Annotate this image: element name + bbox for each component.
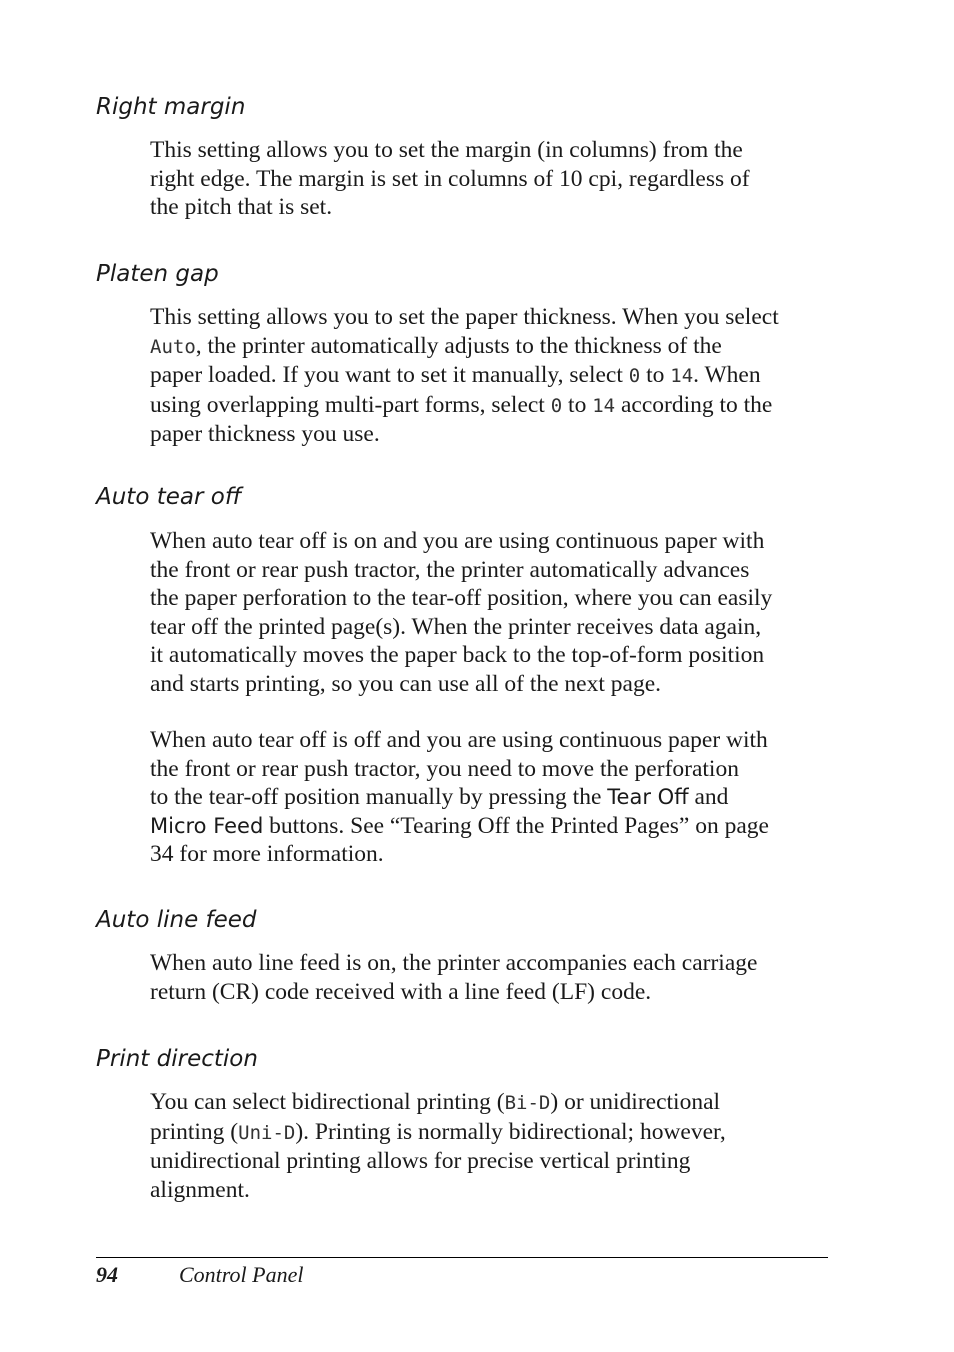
heading-print-direction: Print direction — [96, 1046, 258, 1072]
paragraph-print-direction — [150, 1088, 830, 1204]
paragraph-right-margin — [150, 136, 830, 222]
text-fragment: buttons. See “Tearing Off the Printed Pages” on page — [263, 812, 769, 839]
text-line — [150, 1088, 830, 1118]
setting-value-min: 0 — [550, 394, 563, 417]
text-fragment: printing ( — [150, 1118, 239, 1145]
text-line — [150, 812, 830, 841]
text-line: the front or rear push tractor, you need to move the perforation — [150, 755, 739, 782]
text-line: and starts printing, so you can use all of the next page. — [150, 670, 661, 697]
text-line: This setting allows you to set the margin (in columns) from the — [150, 137, 743, 163]
heading-auto-line-feed: Auto line feed — [96, 907, 257, 933]
text-fragment: ) or unidirectional — [550, 1089, 721, 1115]
text-fragment: You can select bidirectional printing ( — [150, 1089, 505, 1115]
text-line — [150, 332, 830, 362]
text-line: the pitch that is set. — [150, 194, 333, 220]
heading-platen-gap: Platen gap — [96, 261, 219, 287]
text-line: return (CR) code received with a line feed (LF) code. — [150, 978, 652, 1005]
paragraph-platen-gap — [150, 303, 830, 449]
setting-value-bi-d: Bi-D — [504, 1092, 551, 1114]
text-line: the front or rear push tractor, the printer automatically advances — [150, 556, 750, 583]
setting-value-uni-d: Uni-D — [238, 1121, 296, 1144]
text-line: unidirectional printing allows for precise vertical printing — [150, 1148, 691, 1174]
text-line: 34 for more information. — [150, 841, 384, 867]
tear-off-button-name: Tear Off — [607, 785, 689, 809]
heading-auto-tear-off: Auto tear off — [96, 484, 242, 510]
text-line — [150, 391, 830, 421]
paragraph-auto-tear-off-off — [150, 726, 830, 869]
text-line — [150, 361, 830, 391]
text-line: right edge. The margin is set in columns of 10 cpi, regardless of — [150, 165, 750, 192]
text-line: alignment. — [150, 1176, 250, 1203]
text-line: paper thickness you use. — [150, 421, 380, 447]
setting-value-auto: Auto — [150, 335, 196, 358]
text-fragment: paper loaded. If you want to set it manually, select — [150, 362, 629, 388]
paragraph-auto-tear-off-on — [150, 527, 830, 698]
text-line — [150, 783, 830, 812]
text-line — [150, 1118, 830, 1148]
text-fragment: to — [640, 362, 671, 388]
text-fragment: according to the — [615, 391, 773, 418]
text-fragment: ). Printing is normally bidirectional; however, — [295, 1118, 726, 1145]
footer-section-title: Control Panel — [179, 1262, 304, 1287]
text-fragment: using overlapping multi-part forms, select — [150, 391, 551, 418]
paragraph-auto-line-feed — [150, 949, 830, 1006]
text-line: When auto line feed is on, the printer accompanies each carriage — [150, 950, 758, 976]
heading-right-margin: Right margin — [96, 94, 246, 120]
text-fragment: to — [562, 391, 593, 418]
text-fragment: to the tear-off position manually by pressing the — [150, 784, 608, 810]
setting-value-min: 0 — [628, 365, 641, 387]
text-line: This setting allows you to set the paper thickness. When you select — [150, 304, 779, 330]
text-line: it automatically moves the paper back to the top-of-form position — [150, 642, 765, 668]
micro-feed-button-name: Micro Feed — [150, 813, 264, 838]
text-line: When auto tear off is on and you are using continuous paper with — [150, 528, 765, 554]
text-fragment: , the printer automatically adjusts to the thickness of the — [195, 332, 722, 359]
setting-value-max: 14 — [670, 365, 694, 387]
text-fragment: and — [688, 784, 729, 810]
footer-divider — [96, 1257, 828, 1258]
text-line: tear off the printed page(s). When the printer receives data again, — [150, 613, 762, 640]
text-line: When auto tear off is off and you are using continuous paper with — [150, 727, 768, 753]
page-number: 94 — [96, 1262, 118, 1287]
text-line: the paper perforation to the tear-off position, where you can easily — [150, 585, 773, 611]
text-fragment: . When — [693, 362, 761, 388]
setting-value-max: 14 — [592, 394, 616, 417]
